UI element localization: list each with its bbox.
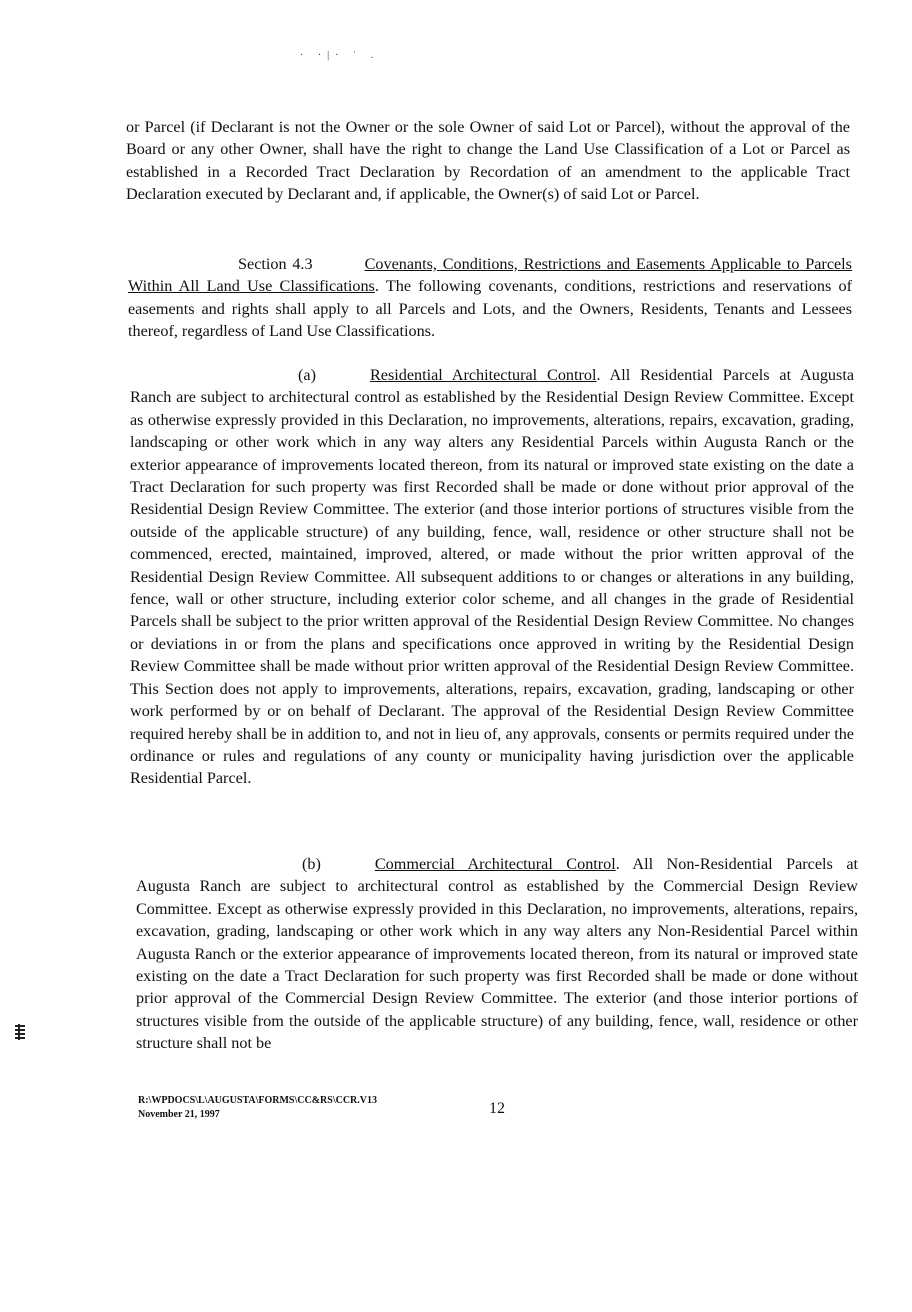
footer-date: November 21, 1997: [138, 1109, 220, 1120]
footer-file-info: [138, 1094, 377, 1122]
footer-file-path: R:\WPDOCS\L\AUGUSTA\FORMS\CC&RS\CCR.V13: [138, 1095, 377, 1106]
section-number: Section 4.3: [238, 255, 313, 273]
page-number: 12: [489, 1100, 505, 1117]
intro-text: or Parcel (if Declarant is not the Owner or the sole Owner of said Lot or Parcel), without the approval of the Board or any other Owner, shall have the right to change the Land Use Classification of a Lot or Parcel as established in a Recorded Tract Declaration by Recordation of an amendment to the applicable Tract Declaration executed by Declarant and, if applicable, the Owner(s) of said Lot or Parcel.: [126, 118, 850, 204]
subsection-a-title: Residential Architectural Control: [369, 366, 597, 384]
subsection-a-label: (a): [298, 366, 316, 384]
subsection-b-body: All Non-Residential Parcels at Augusta Ranch are subject to architectural control as established by the Commercial Design Review Committee. Except as otherwise expressly provided in this Declaration, no improvements, alterations, repairs, excavation, grading, landscaping or other work which in any way alters any Non-Residential Parcel within Augusta Ranch or the exterior appearance of improvements located thereon, from its natural or improved state existing on the date a Tract Declaration for such property was first Recorded shall be made or done without prior approval of the Commercial Design Review Committee. The exterior (and those interior portions of structures visible from the outside of the applicable structure) of any building, fence, wall, residence or other structure shall not be: [136, 855, 858, 1053]
scan-artifact: · ·|· ˈ .: [300, 50, 380, 61]
section-body: The following covenants, conditions, restrictions and reservations of easements and rights shall apply to all Parcels and Lots, and the Owners, Residents, Tenants and Lessees thereof, regardless of Land Use Classifications.: [128, 277, 852, 341]
intro-paragraph: [126, 116, 850, 206]
section-4-3-paragraph: Section 4.3 Covenants, Conditions, Restrictions and Easements Applicable to Parcels Within All Land Use Classifications. The following covenants, conditions, restrictions and reservations of easements and rights shall apply to all Parcels and Lots, and the Owners, Residents, Tenants and Lessees thereof, regardless of Land Use Classifications.: [128, 255, 852, 341]
section-title: Covenants, Conditions, Restrictions and Easements Applicable to Parcels Within All Land Use Classifications: [128, 255, 852, 296]
subsection-b-title: Commercial Architectural Control: [374, 855, 616, 873]
subsection-a-paragraph: (a) Residential Architectural Control. All Residential Parcels at Augusta Ranch are subject to architectural control as established by the Residential Design Review Committee. Except as otherwise expressly provided in this Declaration, no improvements, alterations, repairs, excavation, grading, landscaping or other work which in any way alters any Residential Parcels within Augusta Ranch or the exterior appearance of improvements located thereon, from its natural or improved state existing on the date a Tract Declaration for such property was first Recorded shall be made or done without prior approval of the Residential Design Review Committee. The exterior (and those interior portions of structures visible from the outside of the applicable structure) of any building, fence, wall, residence or other structure shall not be commenced, erected, maintained, improved, altered, or made without the prior written approval of the Residential Design Review Committee. All subsequent additions to or changes or alterations in any building, fence, wall or other structure, including exterior color scheme, and all changes in the grade of Residential Parcels shall be subject to the prior written approval of the Residential Design Review Committee. No changes or deviations in or from the plans and specifications once approved in writing by the Residential Design Review Committee shall be made without prior written approval of the Residential Design Review Committee. This Section does not apply to improvements, alterations, repairs, excavation, grading, landscaping or other work performed by or on behalf of Declarant. The approval of the Residential Design Review Committee required hereby shall be in addition to, and not in lieu of, any approvals, consents or permits required under the ordinance or rules and regulations of any county or municipality having jurisdiction over the applicable Residential Parcel.: [130, 366, 855, 788]
binding-mark-icon: [14, 1024, 26, 1042]
subsection-b-paragraph: (b) Commercial Architectural Control. All Non-Residential Parcels at Augusta Ranch are subject to architectural control as established by the Commercial Design Review Committee. Except as otherwise expressly provided in this Declaration, no improvements, alterations, repairs, excavation, grading, landscaping or other work which in any way alters any Non-Residential Parcel within Augusta Ranch or the exterior appearance of improvements located thereon, from its natural or improved state existing on the date a Tract Declaration for such property was first Recorded shall be made or done without prior approval of the Commercial Design Review Committee. The exterior (and those interior portions of structures visible from the outside of the applicable structure) of any building, fence, wall, residence or other structure shall not be: [136, 855, 858, 1053]
subsection-a-body: All Residential Parcels at Augusta Ranch are subject to architectural control as established by the Residential Design Review Committee. Except as otherwise expressly provided in this Declaration, no improvements, alterations, repairs, excavation, grading, landscaping or other work which in any way alters any Residential Parcels within Augusta Ranch or the exterior appearance of improvements located thereon, from its natural or improved state existing on the date a Tract Declaration for such property was first Recorded shall be made or done without prior approval of the Residential Design Review Committee. The exterior (and those interior portions of structures visible from the outside of the applicable structure) of any building, fence, wall, residence or other structure shall not be commenced, erected, maintained, improved, altered, or made without the prior written approval of the Residential Design Review Committee. All subsequent additions to or changes or alterations in any building, fence, wall or other structure, including exterior color scheme, and all changes in the grade of Residential Parcels shall be subject to the prior written approval of the Residential Design Review Committee. No changes or deviations in or from the plans and specifications once approved in writing by the Residential Design Review Committee shall be made without prior written approval of the Residential Design Review Committee. This Section does not apply to improvements, alterations, repairs, excavation, grading, landscaping or other work performed by or on behalf of Declarant. The approval of the Residential Design Review Committee required hereby shall be in addition to, and not in lieu of, any approvals, consents or permits required under the ordinance or rules and regulations of any county or municipality having jurisdiction over the applicable Residential Parcel.: [130, 366, 855, 788]
subsection-b-label: (b): [302, 855, 321, 873]
